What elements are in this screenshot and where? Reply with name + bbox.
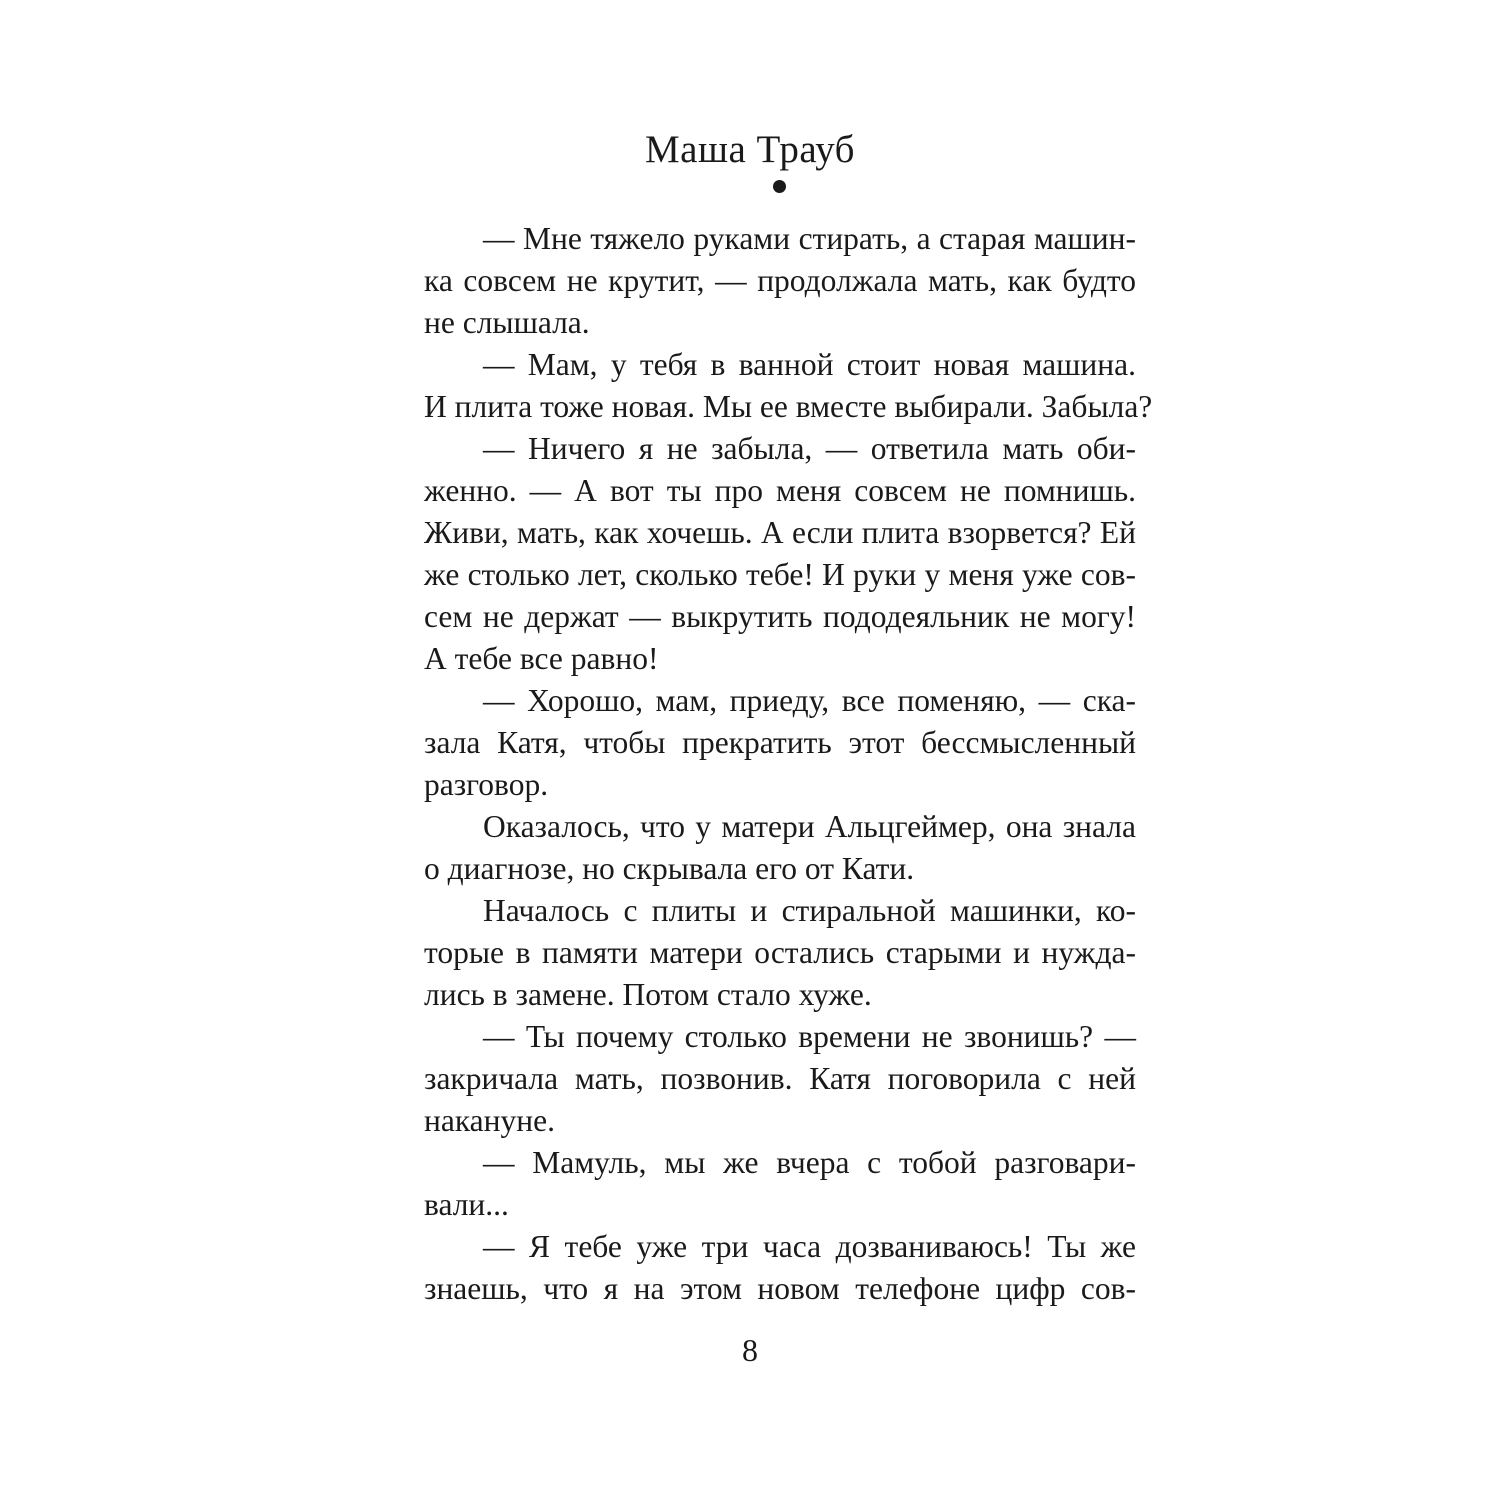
text-line: накануне. [424, 1103, 555, 1138]
page-number: 8 [742, 1332, 758, 1368]
text-line: женно. — А вот ты про меня совсем не помнишь. [424, 473, 1136, 508]
text-line: торые в памяти матери остались старыми и нужда- [424, 935, 1136, 970]
text-line: И плита тоже новая. Мы ее вместе выбирали. Забыла? [424, 389, 1153, 424]
text-line: Началось с плиты и стиральной машинки, ко- [483, 893, 1136, 928]
running-head-author: Маша Трауб [644, 128, 856, 171]
text-line: закричала мать, позвонив. Катя поговорила с ней [424, 1061, 1136, 1096]
body-text [424, 218, 1153, 1310]
text-line: сем не держат — выкрутить пододеяльник не могу! [424, 599, 1136, 634]
text-line: Оказалось, что у матери Альцгеймер, она знала [483, 809, 1136, 844]
text-line: А тебе все равно! [424, 641, 659, 676]
text-line: — Мне тяжело руками стирать, а старая машин- [483, 221, 1136, 256]
text-line: — Хорошо, мам, приеду, все поменяю, — ска- [483, 683, 1136, 718]
text-line: знаешь, что я на этом новом телефоне цифр сов- [424, 1271, 1136, 1306]
text-line: разговор. [424, 767, 549, 802]
text-line: не слышала. [424, 305, 590, 340]
text-line: — Я тебе уже три часа дозваниваюсь! Ты же [483, 1229, 1136, 1264]
text-line: вали... [424, 1187, 509, 1222]
text-line: — Мам, у тебя в ванной стоит новая машина. [483, 347, 1136, 382]
text-line: же столько лет, сколько тебе! И руки у меня уже сов- [424, 557, 1136, 592]
text-line: — Ничего я не забыла, — ответила мать оби- [483, 431, 1136, 466]
text-line: лись в замене. Потом стало хуже. [424, 977, 872, 1012]
bullet-ornament-icon [773, 180, 786, 193]
text-line: Живи, мать, как хочешь. А если плита взорвется? Ей [424, 515, 1136, 550]
text-line: о диагнозе, но скрывала его от Кати. [424, 851, 915, 886]
text-line: ка совсем не крутит, — продолжала мать, как будто [424, 263, 1136, 298]
text-line: — Ты почему столько времени не звонишь? — [483, 1019, 1136, 1054]
text-line: — Мамуль, мы же вчера с тобой разговари- [483, 1145, 1136, 1180]
text-line: зала Катя, чтобы прекратить этот бессмысленный [424, 725, 1136, 760]
